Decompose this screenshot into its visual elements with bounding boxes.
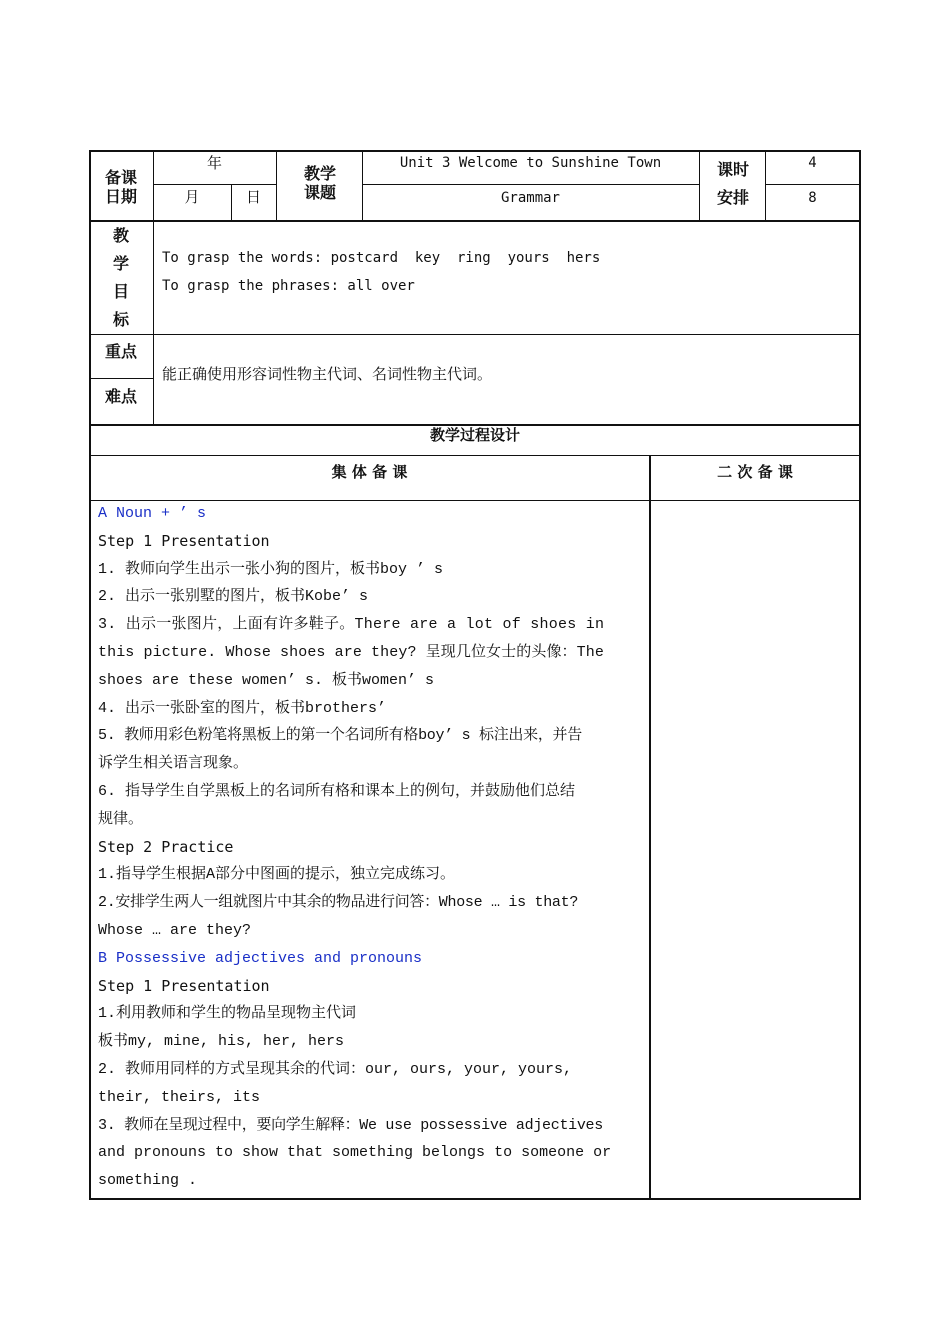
content-line: 6. 指导学生自学黑板上的名词所有格和课本上的例句，并鼓励他们总结: [98, 782, 576, 800]
content-line: 规律。: [98, 810, 144, 828]
day-label: 日: [245, 188, 261, 206]
content-line: 2.安排学生两人一组就图片中其余的物品进行问答：Whose … is that?: [98, 894, 579, 912]
col-divider: [276, 151, 277, 220]
content-line: 2. 出示一张别墅的图片，板书Kobe’ s: [98, 588, 369, 606]
content-line: 3. 教师在呈现过程中，要向学生解释：We use possessive adjectives: [98, 1116, 603, 1134]
row-divider: [90, 334, 860, 335]
col-divider: [699, 151, 700, 220]
row-divider: [90, 378, 153, 379]
topic-label: 教学 课题: [303, 164, 336, 202]
content-line: their, theirs, its: [98, 1088, 261, 1106]
objectives-label: 教 学 目 标: [112, 226, 129, 329]
col-divider: [649, 455, 651, 1199]
topic-title: Unit 3 Welcome to Sunshine Town: [399, 155, 662, 171]
content-line: 4. 出示一张卧室的图片，板书brothers’: [98, 699, 387, 717]
content-line: 1.指导学生根据A部分中图画的提示，独立完成练习。: [98, 866, 456, 884]
section-b-heading: B Possessive adjectives and pronouns: [98, 949, 423, 967]
period-label: 课时 安排: [716, 160, 749, 207]
year-label: 年: [206, 154, 222, 172]
content-line: something .: [98, 1172, 198, 1190]
content-line: 1.利用教师和学生的物品呈现物主代词: [98, 1005, 357, 1023]
period-value-1: 4: [808, 155, 817, 171]
row-divider: [362, 184, 699, 185]
content-line: 3. 出示一张图片，上面有许多鞋子。There are a lot of shoes in: [98, 616, 605, 634]
focus-text: 能正确使用形容词性物主代词、名词性物主代词。: [162, 365, 493, 383]
topic-subtitle: Grammar: [500, 190, 560, 206]
content-line: 板书my, mine, his, her, hers: [98, 1033, 345, 1051]
content-line: 5. 教师用彩色粉笔将黑板上的第一个名词所有格boy’ s 标注出来，并告: [98, 727, 582, 745]
content-line: this picture. Whose shoes are they? 呈现几位女士的头像：The: [98, 643, 604, 661]
difficulty-label: 难点: [104, 387, 137, 406]
objective-line: To grasp the phrases: all over: [162, 278, 415, 294]
collective-prep-heading: 集 体 备 课: [331, 463, 408, 481]
row-divider: [765, 184, 860, 185]
row-divider: [90, 220, 860, 222]
content-line: and pronouns to show that something belongs to someone or: [98, 1144, 612, 1162]
objective-line: To grasp the words: postcard key ring yours hers: [162, 250, 601, 266]
row-divider: [153, 184, 276, 185]
month-label: 月: [184, 188, 200, 206]
date-label: 备课 日期: [104, 168, 137, 206]
key-point-label: 重点: [104, 342, 137, 361]
content-line: 1. 教师向学生出示一张小狗的图片，板书boy ’ s: [98, 560, 444, 578]
step-heading: Step 2 Practice: [98, 837, 234, 856]
step-heading: Step 1 Presentation: [98, 976, 270, 995]
content-line: 诉学生相关语言现象。: [98, 755, 249, 773]
section-a-heading: A Noun + ’ s: [98, 505, 207, 522]
period-value-2: 8: [808, 190, 817, 206]
row-divider: [90, 455, 860, 456]
content-line: 2. 教师用同样的方式呈现其余的代词：our, ours, your, yours,: [98, 1060, 573, 1078]
secondary-prep-heading: 二 次 备 课: [717, 463, 793, 481]
lesson-content: [98, 500, 632, 1195]
content-line: shoes are these women’ s. 板书women’ s: [98, 671, 435, 689]
process-title: 教学过程设计: [429, 426, 520, 444]
step-heading: Step 1 Presentation: [98, 531, 270, 550]
content-line: Whose … are they?: [98, 921, 252, 939]
